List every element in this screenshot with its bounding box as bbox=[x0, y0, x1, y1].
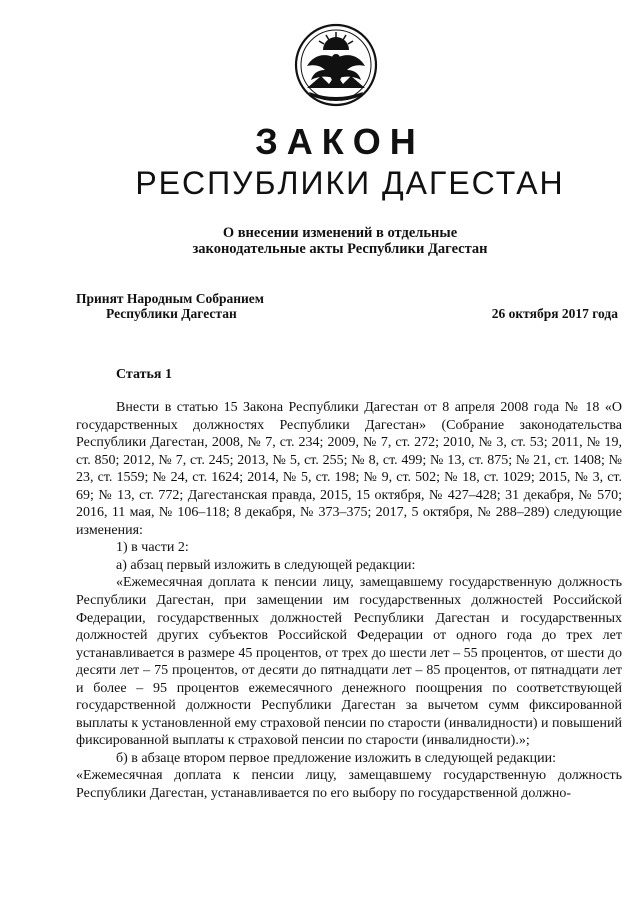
adoption-date: 26 октября 2017 года bbox=[491, 306, 618, 321]
article-paragraph: а) абзац первый изложить в следующей редакции: bbox=[116, 557, 416, 573]
law-subtitle: РЕСПУБЛИКИ ДАГЕСТАН bbox=[135, 165, 565, 201]
article-paragraph: 1) в части 2: bbox=[116, 540, 189, 556]
coat-of-arms-emblem bbox=[293, 22, 379, 108]
law-title: ЗАКОН bbox=[255, 121, 425, 162]
article-heading: Статья 1 bbox=[116, 367, 172, 382]
article-body bbox=[76, 399, 622, 803]
adoption-line-2: Республики Дагестан bbox=[106, 306, 237, 321]
subject-line-2: законодательные акты Республики Дагестан bbox=[192, 241, 488, 257]
adoption-authority bbox=[76, 291, 264, 321]
article-paragraph: Внести в статью 15 Закона Республики Дагестан от 8 апреля 2008 года № 18 «О государственных должностях Республики Дагестан» (Собрание законодательства Республики Дагестан, 2008, № 7, ст. 234; 2009, № 7, ст. 272; 2010, № 3, ст. 53; 2011, № 19, ст. 850; 2012, № 7, ст. 245; 2013, № 5, ст. 255; № 8, ст. 499; № 13, ст. 875; № 21, ст. 1408; № 23, ст. 1559; № 24, ст. 1624; 2014, № 5, ст. 198; № 9, ст. 502; № 18, ст. 1029; 2015, № 3, ст. 69; № 13, ст. 772; Дагестанская правда, 2015, 15 октября, № 427–428; 31 декабря, № 570; 2016, 11 мая, № 106–118; 8 декабря, № 373–375; 2017, 5 октября, № 288–289) следующие изменения: bbox=[76, 400, 622, 538]
adoption-line-1: Принят Народным Собранием bbox=[76, 291, 264, 306]
article-paragraph: «Ежемесячная доплата к пенсии лицу, замещавшему государственную должность Республики Дагестан, устанавливается по его выбору по государственной должно- bbox=[76, 768, 622, 802]
article-paragraph: б) в абзаце втором первое предложение изложить в следующей редакции: bbox=[116, 750, 557, 766]
article-paragraph: «Ежемесячная доплата к пенсии лицу, замещавшему государственную должность Республики Дагестан, при замещении им государственных должностей Российской Федерации, государственных должностей Республики Дагестан и государственных должностей других субъектов Российской Федерации от одного года до трех лет устанавливается в размере 45 процентов, от трех до шести лет – 55 процентов, от шести до десяти лет – 75 процентов, от десяти до пятнадцати лет – 85 процентов, от пятнадцати лет и более – 95 процентов ежемесячного денежного поощрения по соответствующей государственной должности Республики Дагестан за вычетом сумм фиксированной выплаты к установленной ему страховой пенсии по старости (инвалидности) и повышений фиксированной выплаты к страховой пенсии по старости (инвалидности).»; bbox=[76, 575, 622, 749]
law-subject bbox=[20, 225, 640, 257]
subject-line-1: О внесении изменений в отдельные bbox=[222, 225, 458, 241]
